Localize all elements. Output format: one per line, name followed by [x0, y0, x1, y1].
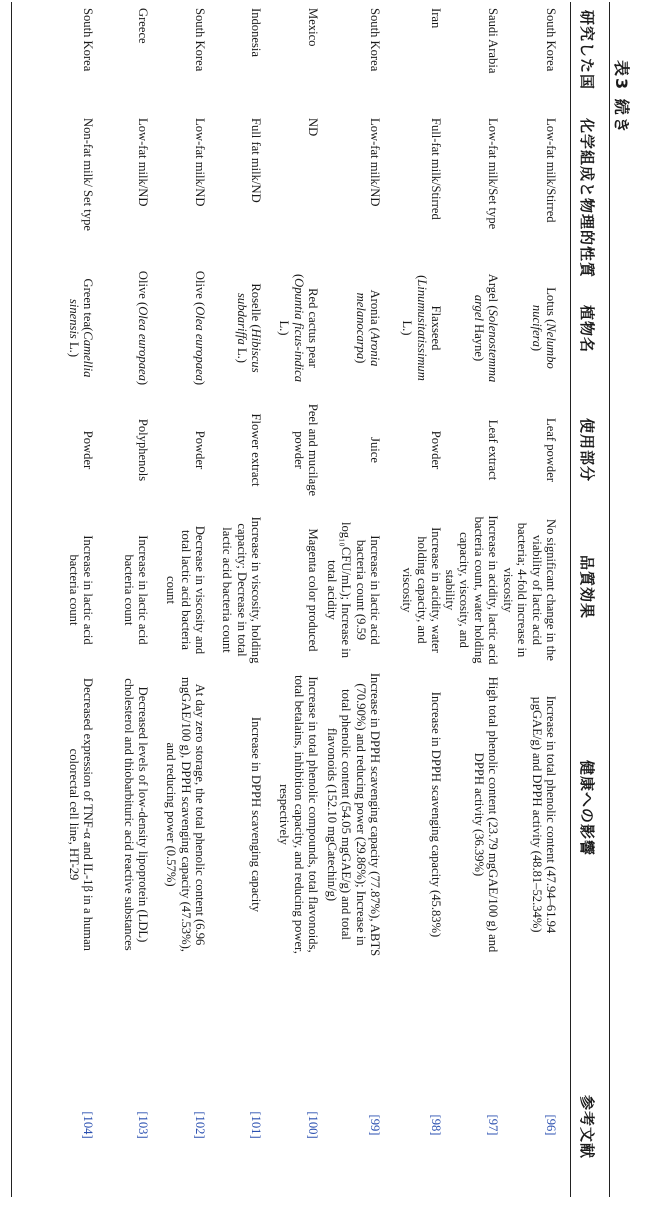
- cell-quality: Increase in lactic acid bacteria count: [121, 535, 150, 645]
- cell-composition: Low-fat milk/ND: [368, 118, 382, 207]
- plant-name-tail: L.): [277, 320, 292, 336]
- header-quality: 品質効果: [578, 555, 596, 620]
- cell-quality: Decrease in viscosity and total lactic acid bacteria count: [164, 525, 207, 655]
- cell-health: Decreased expression of TNF-α and IL-1β in a human colorectal cell line, HT-29: [66, 678, 95, 951]
- reference-link[interactable]: [101]: [249, 1111, 263, 1139]
- reference-link[interactable]: [100]: [306, 1111, 320, 1139]
- cell-part: Juice: [368, 437, 382, 463]
- header-country: 研究した国: [578, 10, 596, 91]
- cell-country: South Korea: [81, 8, 95, 72]
- plant-scientific-name: Opuntia ficus-indica: [291, 278, 306, 383]
- cell-plant: [529, 268, 558, 388]
- plant-scientific-name: Solenostemma argel: [471, 294, 500, 383]
- header-rule: [570, 2, 571, 1197]
- cell-composition: Full fat milk/ND: [249, 118, 263, 203]
- cell-health: At day zero storage, the total phenolic content (6.96 mgGAE/100 g), DPPH scavenging capacity (47.53%), and reducing power (0.57%): [164, 677, 207, 952]
- reference-link[interactable]: [98]: [429, 1114, 443, 1136]
- reference-link[interactable]: [104]: [81, 1111, 95, 1139]
- reference-link[interactable]: [97]: [486, 1114, 500, 1136]
- cell-part: Powder: [193, 430, 207, 470]
- table-caption: 表3 続き: [612, 60, 631, 135]
- plant-name-tail: Hayne): [471, 320, 486, 362]
- cell-composition: Full-fat milk/Stirred: [429, 118, 443, 220]
- plant-name-tail: ): [529, 346, 544, 352]
- cell-part: Powder: [429, 430, 443, 470]
- cell-country: Greece: [136, 8, 150, 44]
- cell-country: South Korea: [368, 8, 382, 72]
- cell-health: Decreased levels of low-density lipoprotein (LDL) cholesterol and thiobarbituric acid reactive substances: [121, 678, 150, 951]
- cell-plant: [471, 268, 500, 388]
- cell-health: Increase in DPPH scavenging capacity (45.83%): [429, 691, 443, 938]
- cell-composition: ND: [306, 118, 320, 137]
- reference-link[interactable]: [99]: [368, 1114, 382, 1136]
- reference-link[interactable]: [96]: [544, 1114, 558, 1136]
- plant-scientific-name: Linumusitatissimum: [414, 279, 429, 381]
- plant-common-name: Argel (: [486, 273, 500, 310]
- cell-country: Indonesia: [249, 8, 263, 57]
- bottom-rule: [11, 2, 12, 1197]
- cell-quality: Increase in lactic acid bacteria count (9.59 log₁₀CFU/mL); Increase in total acidity: [324, 521, 382, 659]
- plant-name-tail: L.): [400, 320, 415, 336]
- cell-composition: Non-fat milk/ Set type: [81, 118, 95, 231]
- cell-country: Saudi Arabia: [486, 8, 500, 74]
- header-reference: 参考文献: [578, 1095, 596, 1160]
- plant-common-name: Flaxseed (: [414, 275, 443, 351]
- top-rule: [609, 2, 610, 1197]
- cell-country: South Korea: [544, 8, 558, 72]
- cell-quality: No significant change in the viability of lactic acid bacteria; 4-fold increase in viscosity: [500, 519, 558, 661]
- cell-composition: Low-fat milk/Set type: [486, 118, 500, 230]
- cell-quality: Increase in lactic acid bacteria count: [66, 535, 95, 645]
- plant-name-tail: L.): [66, 338, 81, 358]
- plant-common-name: Aronia (: [368, 289, 382, 332]
- cell-health: Increase in DPPH scavenging capacity: [249, 716, 263, 913]
- plant-scientific-name: Olea europaea: [193, 306, 207, 381]
- plant-common-name: Green tea(: [81, 278, 95, 332]
- cell-plant: [193, 268, 207, 388]
- cell-quality: Magenta color produced: [306, 528, 320, 652]
- cell-part: Polyphenols: [136, 418, 150, 482]
- cell-part: Leaf extract: [486, 419, 500, 481]
- plant-scientific-name: Hibiscus subdariffa: [234, 293, 263, 373]
- cell-part: Powder: [81, 430, 95, 470]
- plant-scientific-name: Camellia sinensis: [66, 298, 95, 378]
- header-health: 健康への影響: [578, 760, 596, 857]
- plant-common-name: Red cactus pear (: [291, 273, 320, 368]
- cell-plant: [234, 268, 263, 388]
- header-part: 使用部分: [578, 418, 596, 483]
- reference-link[interactable]: [103]: [136, 1111, 150, 1139]
- header-composition: 化学組成と物理的性質: [578, 118, 596, 279]
- cell-part: Peel and mucilage powder: [291, 403, 320, 497]
- plant-name-tail: ): [193, 380, 207, 386]
- header-plant: 植物名: [578, 305, 596, 354]
- reference-link[interactable]: [102]: [193, 1111, 207, 1139]
- cell-plant: [400, 268, 443, 388]
- cell-composition: Low-fat milk/ND: [193, 118, 207, 207]
- cell-plant: [277, 268, 320, 388]
- plant-scientific-name: Olea europaea: [136, 306, 150, 381]
- cell-composition: Low-fat milk/Stirred: [544, 118, 558, 223]
- plant-scientific-name: Aronia melanocarpa: [353, 292, 382, 367]
- cell-plant: [353, 268, 382, 388]
- cell-country: Iran: [429, 8, 443, 29]
- cell-plant: [66, 268, 95, 388]
- cell-health: Increase in DPPH scavenging capacity (77.87%), ABTS (70.90%) and reducing power (29.86%); Increase in total phenolic content (54.05 mgGAE/g) and total flavonoids (152.10 mgCatechin/g): [324, 672, 382, 957]
- plant-name-tail: ): [136, 380, 150, 386]
- cell-country: Mexico: [306, 8, 320, 47]
- cell-health: High total phenolic content (23.79 mgGAE/100 g) and DPPH activity (36.39%): [471, 676, 500, 953]
- cell-quality: Increase in acidity, lactic acid bacteria count, water holding capacity, viscosity, and stability: [442, 515, 500, 665]
- cell-quality: Increase in acidity, water holding capacity, and viscosity: [400, 527, 443, 653]
- cell-health: Increase in total phenolic content (47.94–61.94 µgGAE/g) and DPPH activity (48.81–52.34%): [529, 695, 558, 934]
- cell-part: Leaf powder: [544, 418, 558, 482]
- plant-common-name: Olive (: [193, 270, 207, 307]
- plant-scientific-name: Nelumbo nucifera: [529, 304, 558, 369]
- cell-country: South Korea: [193, 8, 207, 72]
- cell-health: Increase in total phenolic compounds, total flavonoids, total betalains, inhibition capacity, and reducing power, respectively: [277, 675, 320, 954]
- cell-composition: Low-fat milk/ND: [136, 118, 150, 207]
- cell-plant: [136, 268, 150, 388]
- cell-quality: Increase in viscosity, holding capacity; Decrease in total lactic acid bacteria count: [220, 516, 263, 664]
- plant-common-name: Lotus (: [544, 287, 558, 324]
- plant-name-tail: L.): [234, 344, 249, 363]
- plant-name-tail: ): [353, 359, 368, 364]
- plant-common-name: Olive (: [136, 270, 150, 307]
- cell-part: Flower extract: [249, 413, 263, 487]
- plant-common-name: Roselle (: [249, 283, 263, 329]
